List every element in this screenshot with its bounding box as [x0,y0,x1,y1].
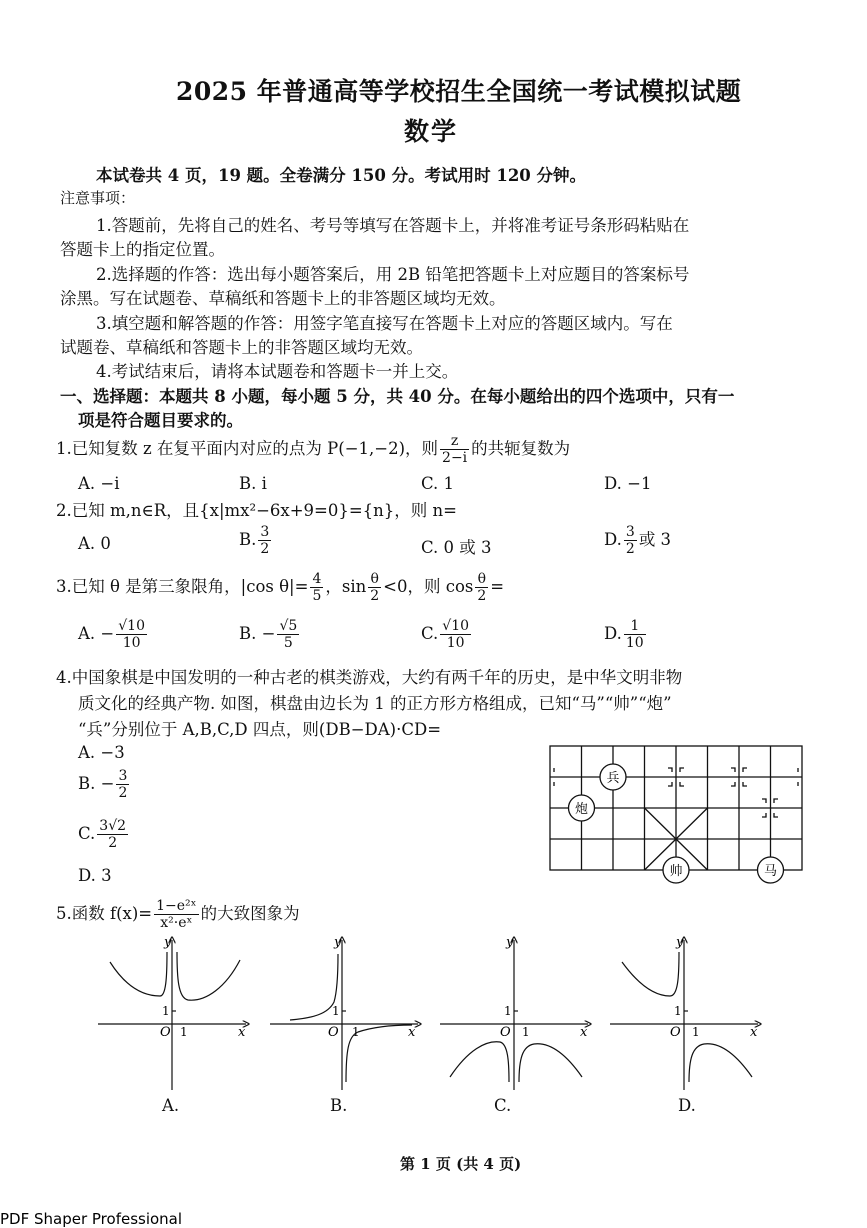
svg-text:兵: 兵 [606,771,620,786]
graph-label-d: D. [678,1096,696,1115]
chess-piece-ma [758,857,784,883]
watermark: PDF Shaper Professional [0,1210,183,1228]
note-line: 试题卷、草稿纸和答题卡上的非答题区域均无效。 [60,338,423,357]
q1-option-c: C. 1 [421,474,455,493]
svg-text:O: O [670,1025,681,1040]
svg-text:1: 1 [352,1025,360,1039]
graph-label-a: A. [162,1096,180,1115]
svg-text:1: 1 [332,1004,340,1018]
q1-fraction: $\frac{z}{2-i}$ [442,433,468,466]
note-line: 涂黑。写在试题卷、草稿纸和答题卡上的非答题区域均无效。 [60,289,506,308]
section-heading-cont: 项是符合题目要求的。 [78,411,243,430]
q4-option-a: A. −3 [78,743,125,762]
note-line: 4.考试结束后，请将本试题卷和答题卡一并上交。 [96,362,459,381]
q1-option-b: B. i [239,474,267,493]
note-line: 3.填空题和解答题的作答：用签字笔直接写在答题卡上对应的答题区域内。写在 [96,314,673,333]
svg-text:x: x [750,1025,758,1040]
svg-text:O: O [500,1025,511,1040]
graph-option-b [268,932,428,1092]
q2-option-b: B. $\frac{3}{2}$ [239,524,270,557]
chess-piece-pao [569,795,595,821]
q1-option-a: A. −i [78,474,120,493]
q3-option-b: B. − $\frac{√5}{5}$ [239,618,298,651]
svg-text:x: x [238,1025,246,1040]
q4-option-d: D. 3 [78,866,112,885]
note-line: 1.答题前，先将自己的姓名、考号等填写在答题卡上，并将准考证号条形码粘贴在 [96,216,690,235]
svg-text:炮: 炮 [574,802,589,817]
question-4-cont: “兵”分别位于 A,B,C,D 四点，则(DB−DA)·CD= [78,720,442,739]
svg-text:x: x [580,1025,588,1040]
svg-text:y: y [164,935,172,950]
question-5: 5.函数 f(x)= $\frac{\text{1−e²ˣ}}{\text{x²·eˣ}}$ 的大致图象为 [56,898,300,931]
note-line: 答题卡上的指定位置。 [60,240,225,259]
exam-summary: 本试卷共 4 页，19 题。全卷满分 150 分。考试用时 120 分钟。 [96,166,587,185]
question-2: 2.已知 m,n∈R，且{x|mx²−6x+9=0}={n}，则 n= [56,501,457,520]
section-heading: 一、选择题：本题共 8 小题，每小题 5 分，共 40 分。在每小题给出的四个选项中，只有一 [60,387,735,406]
q3-option-d: D. $\frac{1}{10}$ [604,618,644,651]
q1-option-d: D. −1 [604,474,652,493]
svg-text:O: O [160,1025,171,1040]
q2-option-d: D. $\frac{3}{2}$ 或 3 [604,524,672,557]
q2-option-a: A. 0 [78,534,111,553]
svg-text:O: O [328,1025,339,1040]
svg-text:马: 马 [763,864,778,879]
page-footer: 第 1 页 (共 4 页) [400,1155,522,1173]
question-3: 3.已知 θ 是第三象限角，|cos θ|= $\frac{4}{5}$ ，sin $\frac{\theta}{2}$ <0，则 cos $\frac{\theta}{2}$ = [56,571,505,604]
graph-option-c [438,932,598,1092]
graph-label-c: C. [494,1096,512,1115]
svg-text:1: 1 [504,1004,512,1018]
svg-text:1: 1 [180,1025,188,1039]
svg-text:y: y [506,935,514,950]
notice-label: 注意事项： [60,189,136,207]
svg-text:1: 1 [692,1025,700,1039]
question-4: 4.中国象棋是中国发明的一种古老的棋类游戏，大约有两千年的历史，是中华文明非物 [56,668,683,687]
chess-piece-shuai [663,857,689,883]
svg-text:y: y [676,935,684,950]
question-4-cont: 质文化的经典产物. 如图，棋盘由边长为 1 的正方形方格组成，已知“马”“帅”“炮” [78,694,672,713]
q2-option-c: C. 0 或 3 [421,538,492,557]
exam-title: 2025 年普通高等学校招生全国统一考试模拟试题 [176,77,742,106]
graph-option-a [96,932,256,1092]
svg-text:x: x [408,1025,416,1040]
q3-option-c: C. $\frac{√10}{10}$ [421,618,470,651]
graph-option-d [608,932,768,1092]
q3-option-a: A. − $\frac{√10}{10}$ [78,618,145,651]
question-1: 1.已知复数 z 在复平面内对应的点为 P(−1,−2)，则 $\frac{z}{2-i}$ 的共轭复数为 [56,433,571,466]
graph-label-b: B. [330,1096,348,1115]
note-line: 2.选择题的作答：选出每小题答案后，用 2B 铅笔把答题卡上对应题目的答案标号 [96,265,690,284]
svg-text:帅: 帅 [669,864,683,879]
q4-option-b: B. − $\frac{3}{2}$ [78,768,128,801]
svg-text:1: 1 [674,1004,682,1018]
subject-title: 数学 [404,117,459,146]
chess-piece-bing [600,764,626,790]
q4-option-c: C. $\frac{3√2}{2}$ [78,818,127,851]
svg-text:1: 1 [162,1004,170,1018]
chessboard-figure [546,742,806,892]
svg-text:y: y [334,935,342,950]
svg-text:1: 1 [522,1025,530,1039]
